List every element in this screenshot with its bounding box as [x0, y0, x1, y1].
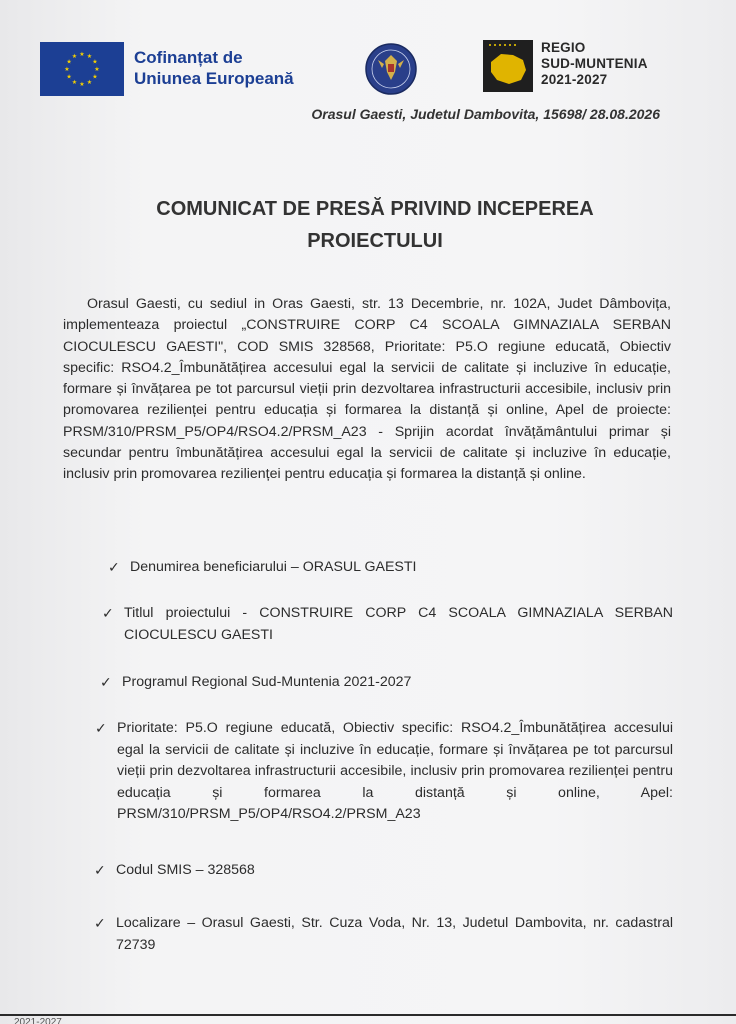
eu-star-icon: ★	[86, 79, 93, 86]
checkmark-icon: ✓	[94, 915, 106, 931]
eu-label-line2: Uniunea Europeană	[134, 69, 294, 88]
list-item-location	[94, 913, 673, 956]
regio-label-line2: SUD-MUNTENIA	[541, 56, 648, 71]
title-line2: PROIECTULUI	[307, 230, 443, 252]
eu-flag-logo	[40, 42, 124, 96]
footer-text: 2021-2027	[14, 1017, 62, 1024]
regio-label-line3: 2021-2027	[541, 72, 608, 87]
checkmark-icon: ✓	[100, 674, 112, 690]
checkmark-icon: ✓	[102, 605, 114, 621]
regio-program-label	[541, 40, 648, 88]
regio-label-line1: REGIO	[541, 40, 586, 55]
eu-star-icon: ★	[66, 74, 72, 81]
list-item-text: Titlul proiectului - CONSTRUIRE CORP C4 SCOALA GIMNAZIALA SERBAN CIOCULESCU GAESTI	[124, 605, 673, 643]
eu-star-icon: ★	[66, 59, 72, 66]
eu-star-icon: ★	[79, 52, 85, 58]
list-item-text: Prioritate: P5.O regiune educată, Obiectiv specific: RSO4.2_Îmbunătățirea accesului egal la servicii de calitate și incluzive în educație, formare și învățarea pe tot parcursul vieții prin dezvoltarea infrastructurii accesibile, inclusiv prin promovarea rezilienței pentru educația și formarea la distanță și online, Apel: PRSM/310/PRSM_P5/OP4/RSO4.2/PRSM_A23	[117, 720, 673, 822]
eu-star-icon: ★	[79, 82, 85, 88]
checkmark-icon: ✓	[108, 559, 120, 575]
checkmark-icon: ✓	[94, 862, 106, 878]
checkmark-icon: ✓	[95, 720, 107, 736]
list-item-priority	[95, 718, 673, 826]
eu-star-icon: ★	[64, 67, 70, 73]
government-seal-logo	[364, 42, 418, 96]
eu-star-icon: ★	[71, 79, 78, 86]
list-item-text: Codul SMIS – 328568	[116, 862, 255, 878]
title-line1: COMUNICAT DE PRESĂ PRIVIND INCEPEREA	[156, 198, 594, 220]
document-title	[80, 193, 670, 257]
eu-star-icon: ★	[92, 74, 98, 81]
eu-star-icon: ★	[86, 54, 93, 61]
eu-label-line1: Cofinanțat de	[134, 48, 243, 67]
place-and-date: Orasul Gaesti, Judetul Dambovita, 15698/ 28.08.2026	[311, 106, 660, 122]
eu-cofinancing-label	[134, 47, 294, 89]
list-item-text: Programul Regional Sud-Muntenia 2021-2027	[122, 674, 412, 690]
eu-star-icon: ★	[71, 54, 78, 61]
list-item-text: Localizare – Orasul Gaesti, Str. Cuza Voda, Nr. 13, Judetul Dambovita, nr. cadastral 72739	[116, 915, 673, 953]
list-item-project-title	[102, 603, 673, 646]
list-item-text: Denumirea beneficiarului – ORASUL GAESTI	[130, 559, 417, 575]
list-item-beneficiary	[108, 557, 670, 579]
eu-star-icon: ★	[94, 67, 100, 73]
list-item-smis-code	[94, 860, 672, 882]
regio-logo	[483, 40, 533, 92]
intro-paragraph: Orasul Gaesti, cu sediul in Oras Gaesti, str. 13 Decembrie, nr. 102A, Judet Dâmbovița, implementeaza proiectul „CONSTRUIRE CORP C4 SCOALA GIMNAZIALA SERBAN CIOCULESCU GAESTI", COD SMIS 328568, Prioritate: P5.O regiune educată, Obiectiv specific: RSO4.2_Îmbunătățirea accesului egal la servicii de calitate și incluzive în educație, formare și învățarea pe tot parcursul vieții prin dezvoltarea infrastructurii accesibile, inclusiv prin promovarea rezilienței pentru educația și formarea la distanță și online, Apel de proiecte: PRSM/310/PRSM_P5/OP4/RSO4.2/PRSM_A23 - Sprijin acordat învățământului primar și secundar pentru îmbunătățirea accesului egal la servicii de calitate și incluzive în educație, inclusiv prin promovarea rezilienței pentru educația și formarea la distanță și online.	[63, 296, 671, 483]
list-item-program	[100, 672, 672, 694]
footer-divider	[0, 1014, 736, 1016]
eu-star-icon: ★	[92, 59, 98, 66]
